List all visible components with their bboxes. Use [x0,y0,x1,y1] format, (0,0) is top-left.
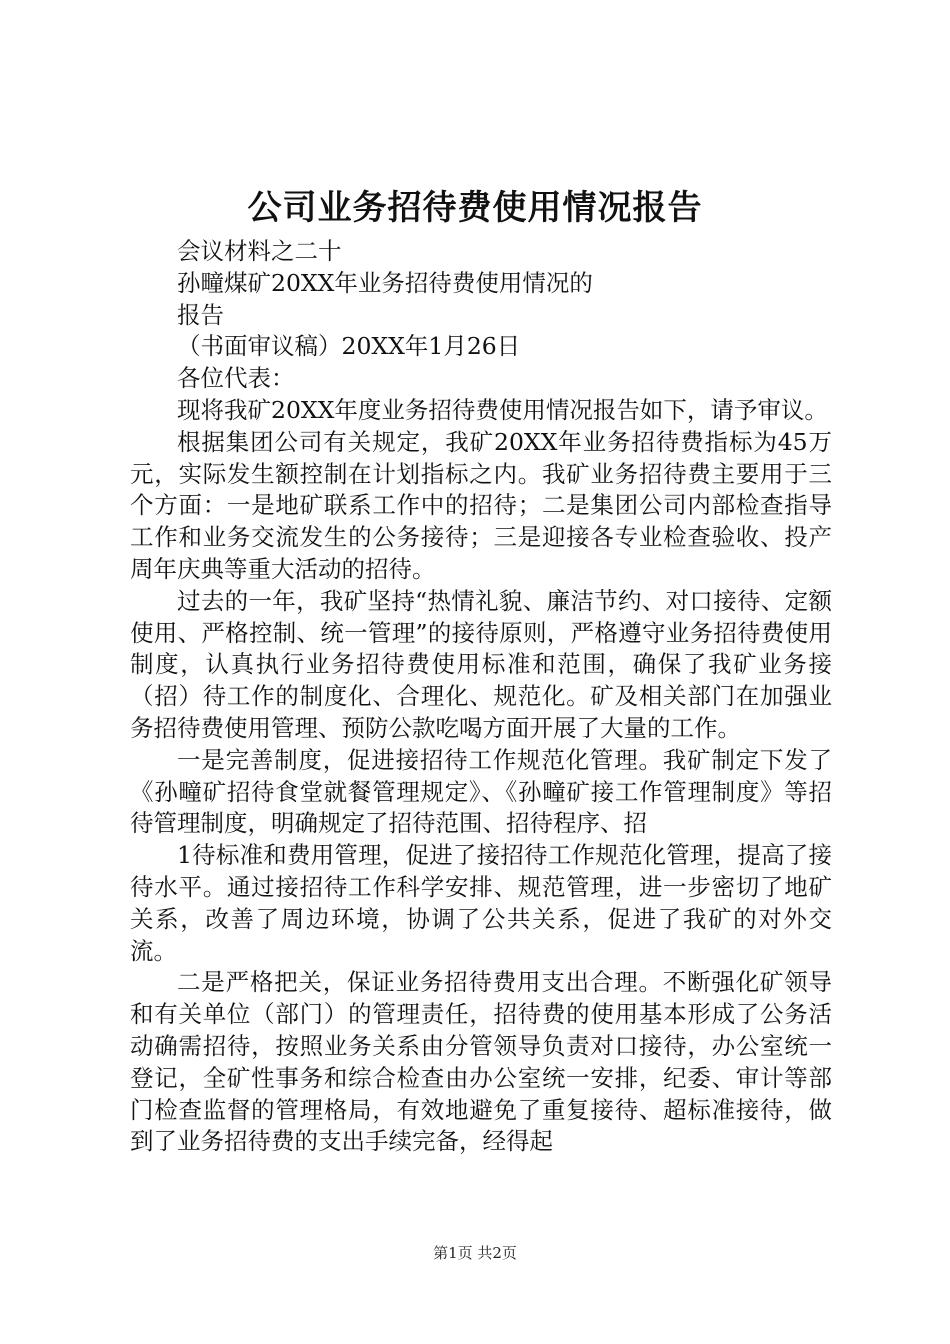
document-title: 公司业务招待费使用情况报告 [247,188,703,228]
paragraph-meeting-material: 会议材料之二十 [177,237,342,265]
paragraph-report-word: 报告 [177,300,224,329]
document-body [130,236,832,1158]
paragraph-point-one: 一是完善制度，促进接招待工作规范化管理。我矿制定下发了《孙疃矿招待食堂就餐管理规定》、《孙疃矿接工作管理制度》等招待管理制度，明确规定了招待范围、招待程序、招 [130,745,832,838]
paragraph-salutation: 各位代表： [177,364,295,393]
paragraph-draft-date: （书面审议稿）20XX年1月26日 [177,332,521,361]
paragraph-point-two: 二是严格把关，保证业务招待费用支出合理。不断强化矿领导和有关单位（部门）的管理责任，招待费的使用基本形成了公务活动确需招待，按照业务关系由分管领导负责对口接待，办公室统一登记，全矿性事务和综合检查由办公室统一安排，纪委、审计等部门检查监督的管理格局，有效地避免了重复接待、超标准接待，做到了业务招待费的支出手续完备，经得起 [130,968,832,1156]
paragraph-point-one-continued: 1待标准和费用管理，促进了接招待工作规范化管理，提高了接待水平。通过接招待工作科学安排、规范管理，进一步密切了地矿关系，改善了周边环境，协调了公共关系，促进了我矿的对外交流。 [130,841,832,965]
page-number-footer: 第1页 共2页 [433,1244,517,1262]
paragraph-report-heading: 孙疃煤矿20XX年业务招待费使用情况的 [177,268,593,297]
paragraph-intro: 现将我矿20XX年度业务招待费使用情况报告如下，请予审议。 [177,395,828,424]
paragraph-past-year: 过去的一年，我矿坚持“热情礼貌、廉洁节约、对口接待、定额使用、严格控制、统一管理”的接待原则，严格遵守业务招待费使用制度，认真执行业务招待费使用标准和范围，确保了我矿业务接（招）待工作的制度化、合理化、规范化。矿及相关部门在加强业务招待费使用管理、预防公款吃喝方面开展了大量的工作。 [130,586,832,742]
paragraph-budget: 根据集团公司有关规定，我矿20XX年业务招待费指标为45万元，实际发生额控制在计划指标之内。我矿业务招待费主要用于三个方面：一是地矿联系工作中的招待；二是集团公司内部检查指导工作和业务交流发生的公务接待；三是迎接各专业检查验收、投产周年庆典等重大活动的招待。 [130,427,832,583]
